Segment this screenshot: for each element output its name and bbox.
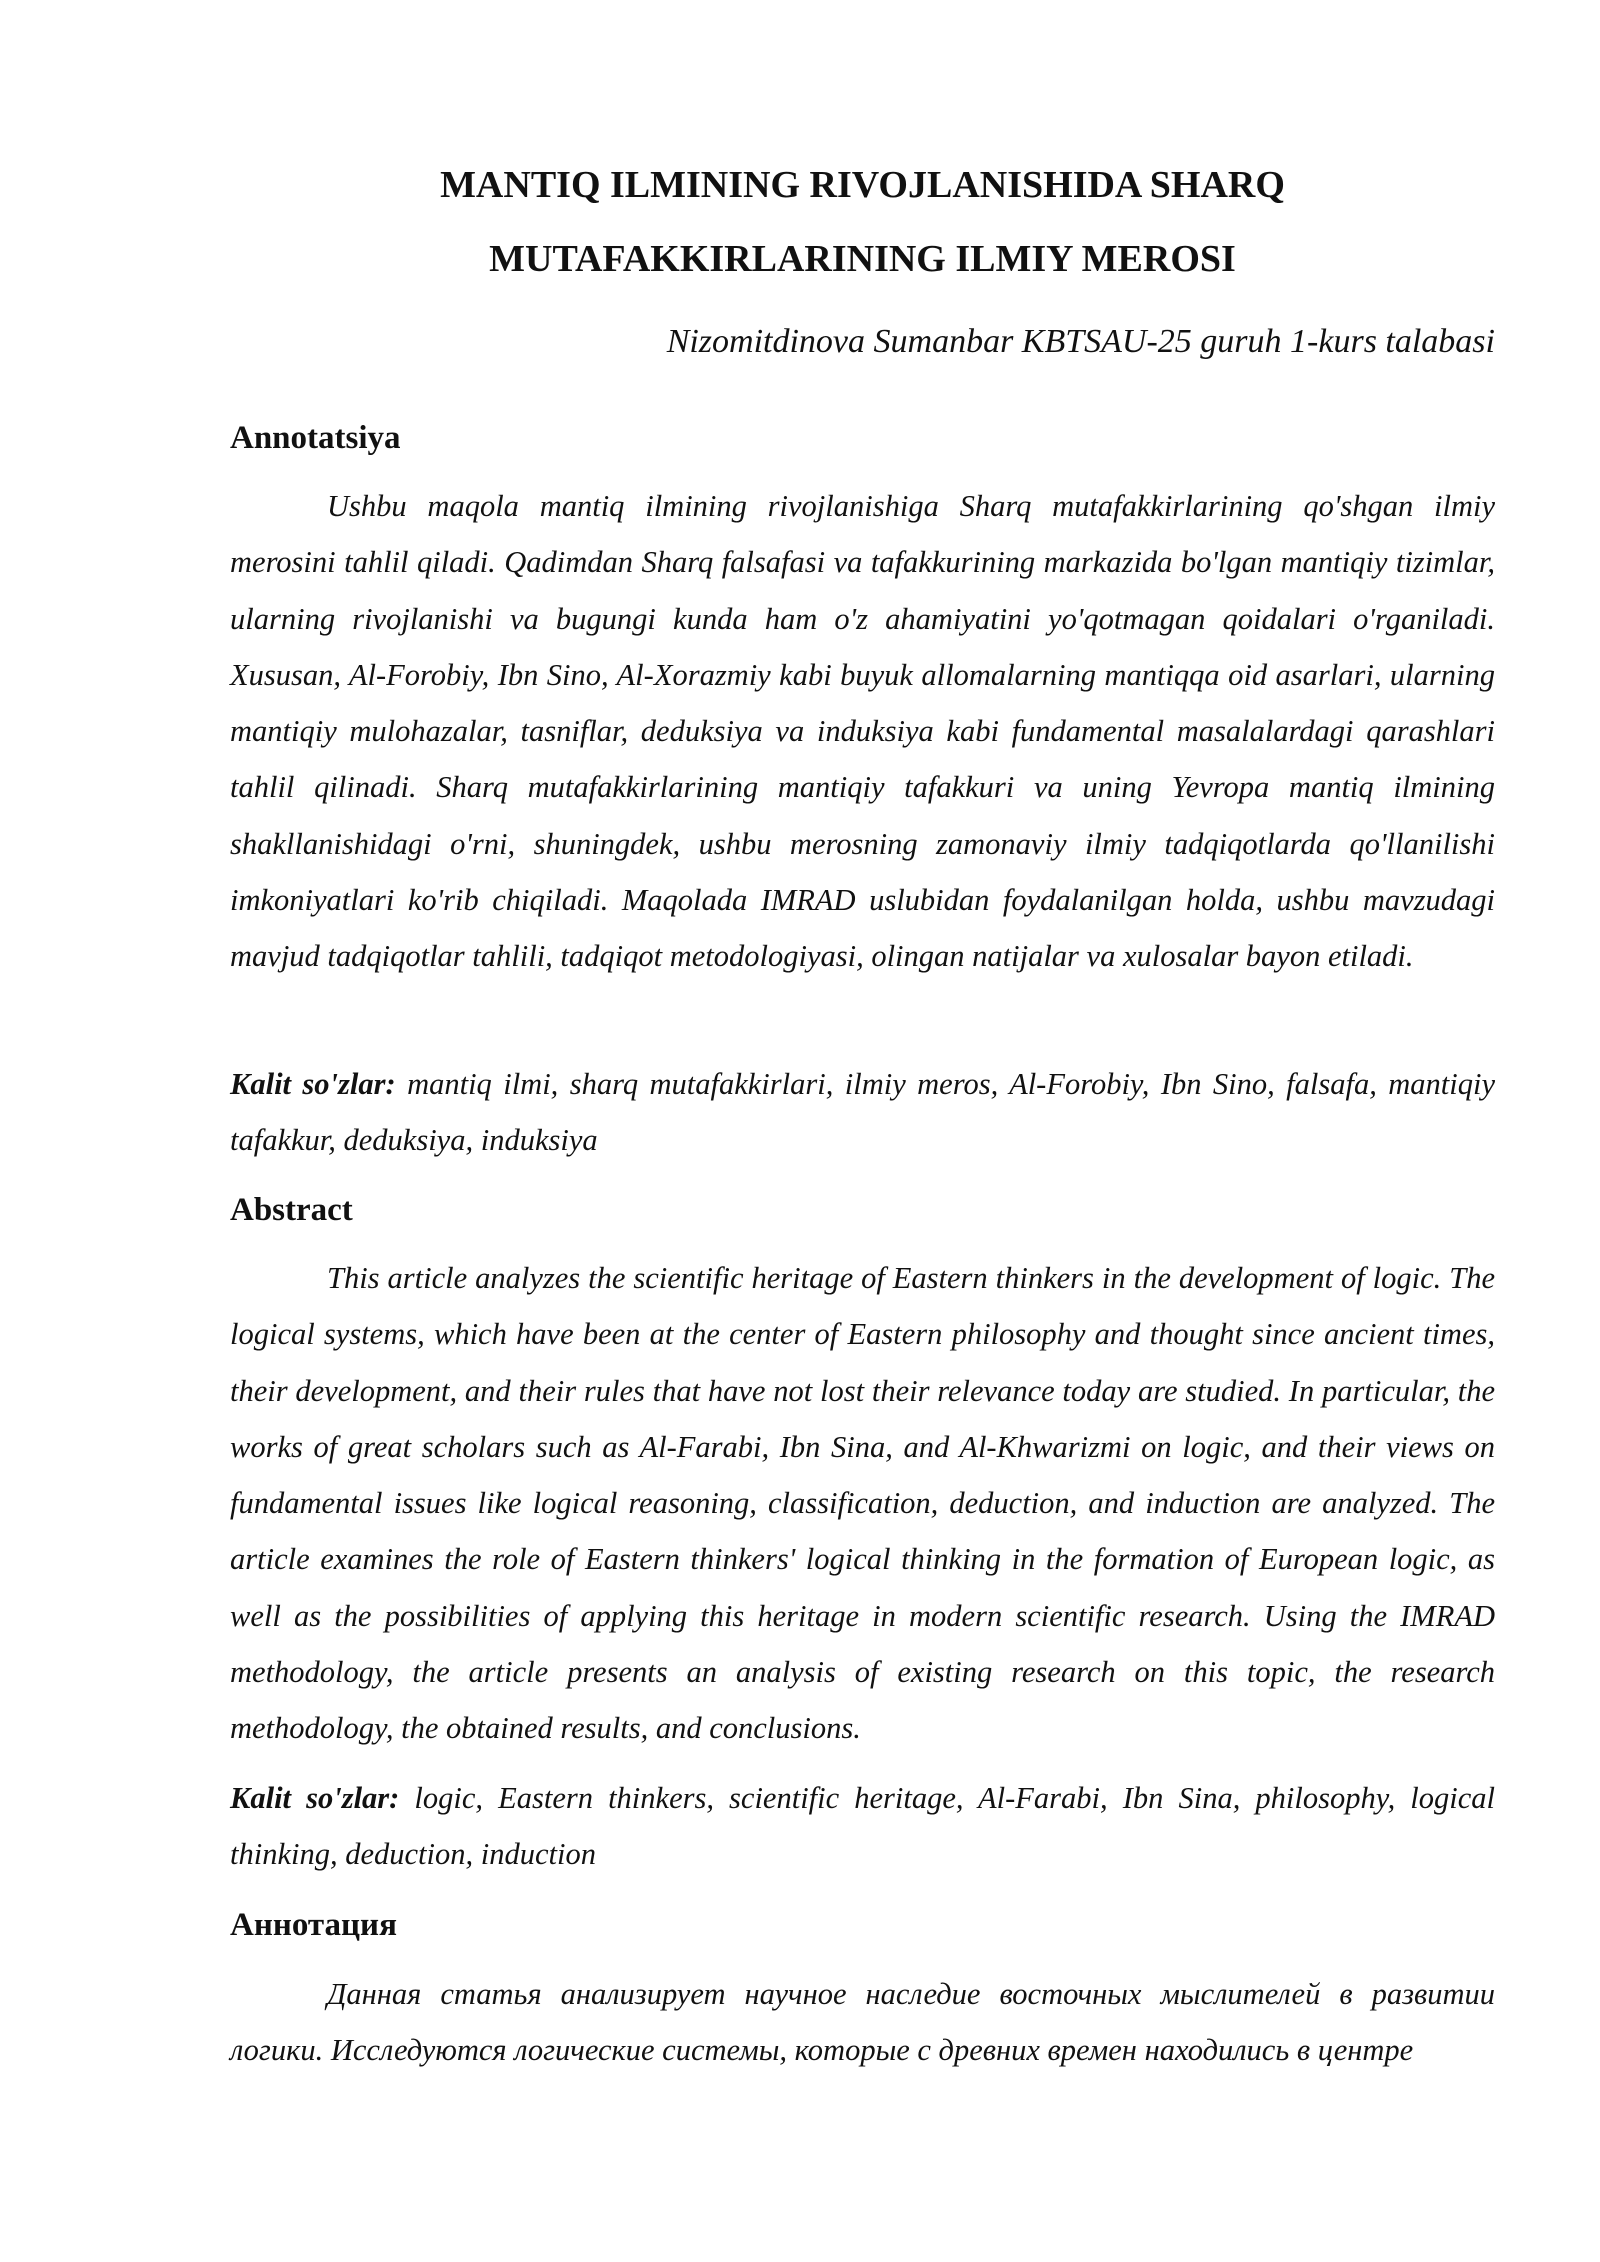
- annotatsiya-ru-text: Данная статья анализирует научное наследие восточных мыслителей в развитии логики. Исследуются логические системы, которые с древних времен находились в центре: [230, 1977, 1495, 2068]
- keywords-label: Kalit so'zlar:: [230, 1067, 396, 1101]
- paper-title: [230, 148, 1495, 296]
- keywords-text: mantiq ilmi, sharq mutafakkirlari, ilmiy meros, Al-Forobiy, Ibn Sino, falsafa, mantiqiy tafakkur, deduksiya, induksiya: [230, 1067, 1495, 1158]
- title-line-1: MANTIQ ILMINING RIVOJLANISHIDA SHARQ: [440, 164, 1285, 206]
- keywords-label: Kalit so'zlar:: [230, 1781, 400, 1815]
- abstract-heading: Abstract: [230, 1192, 353, 1228]
- abstract-text: This article analyzes the scientific heritage of Eastern thinkers in the development of logic. The logical systems, which have been at the center of Eastern philosophy and thought since ancient times, their development, and their rules that have not lost their relevance today are studied. In particular, the works of great scholars such as Al-Farabi, Ibn Sina, and Al-Khwarizmi on logic, and their views on fundamental issues like logical reasoning, classification, deduction, and induction are analyzed. The article examines the role of Eastern thinkers' logical thinking in the formation of European logic, as well as the possibilities of applying this heritage in modern scientific research. Using the IMRAD methodology, the article presents an analysis of existing research on this topic, the research methodology, the obtained results, and conclusions.: [230, 1261, 1495, 1746]
- abstract-keywords: [230, 1770, 1495, 1883]
- annotatsiya-ru-heading: Аннотация: [230, 1907, 397, 1943]
- annotatsiya-text: Ushbu maqola mantiq ilmining rivojlanishiga Sharq mutafakkirlarining qo'shgan ilmiy merosini tahlil qiladi. Qadimdan Sharq falsafasi va tafakkurining markazida bo'lgan mantiqiy tizimlar, ularning rivojlanishi va bugungi kunda ham o'z ahamiyatini yo'qotmagan qoidalari o'rganiladi. Xususan, Al-Forobiy, Ibn Sino, Al-Xorazmiy kabi buyuk allomalarning mantiqqa oid asarlari, ularning mantiqiy mulohazalar, tasniflar, deduksiya va induksiya kabi fundamental masalalardagi qarashlari tahlil qilinadi. Sharq mutafakkirlarining mantiqiy tafakkuri va uning Yevropa mantiq ilmining shakllanishidagi o'rni, shuningdek, ushbu merosning zamonaviy ilmiy tadqiqotlarda qo'llanilishi imkoniyatlari ko'rib chiqiladi. Maqolada IMRAD uslubidan foydalanilgan holda, ushbu mavzudagi mavjud tadqiqotlar tahlili, tadqiqot metodologiyasi, olingan natijalar va xulosalar bayon etiladi.: [230, 489, 1495, 974]
- annotatsiya-keywords: [230, 1056, 1495, 1169]
- title-line-2: MUTAFAKKIRLARINING ILMIY MEROSI: [489, 238, 1236, 280]
- annotatsiya-heading: Annotatsiya: [230, 420, 401, 456]
- author-line: Nizomitdinova Sumanbar KBTSAU-25 guruh 1-kurs talabasi: [666, 323, 1495, 360]
- keywords-text: logic, Eastern thinkers, scientific heritage, Al-Farabi, Ibn Sina, philosophy, logical thinking, deduction, induction: [230, 1781, 1496, 1872]
